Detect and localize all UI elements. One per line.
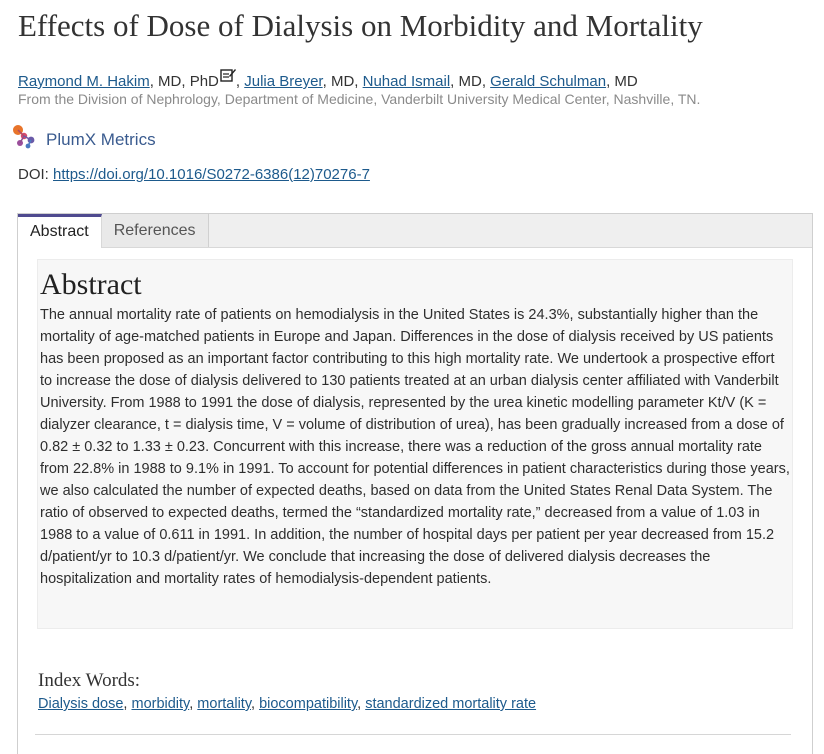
edit-note-icon[interactable] xyxy=(220,68,236,82)
author-list xyxy=(18,68,638,90)
author-link-ismail[interactable]: Nuhad Ismail xyxy=(362,73,451,90)
affiliation: From the Division of Nephrology, Department of Medicine, Vanderbilt University Medical Center, Nashville, TN. xyxy=(18,91,701,107)
abstract-heading: Abstract xyxy=(40,268,142,301)
keyword-link[interactable]: biocompatibility xyxy=(259,696,358,712)
index-words-section xyxy=(38,670,798,712)
content-tabs-panel xyxy=(17,213,813,754)
doi-line xyxy=(18,166,370,183)
section-divider xyxy=(35,734,791,735)
keyword-link[interactable]: standardized mortality rate xyxy=(365,696,537,712)
author-degree: , MD xyxy=(606,73,638,90)
article-title: Effects of Dose of Dialysis on Morbidity and Mortality xyxy=(18,8,703,43)
author-degree: , MD, xyxy=(450,73,491,90)
keyword-link[interactable]: Dialysis dose xyxy=(38,696,124,712)
keyword-link[interactable]: morbidity xyxy=(131,696,190,712)
author-degree: , MD, xyxy=(322,73,363,90)
abstract-text: The annual mortality rate of patients on hemodialysis in the United States is 24.3%, substantially higher than the mortality of age-matched patients in Europe and Japan. Differences in the dose of dialysis received by US patients has been proposed as an important factor contributing to this high mortality rate. We undertook a prospective effort to increase the dose of dialysis delivered to 130 patients treated at an urban dialysis center affiliated with Vanderbilt University. From 1988 to 1991 the dose of dialysis, represented by the urea kinetic modelling parameter Kt/V (K = dialyzer clearance, t = dialysis time, V = volume of distribution of urea), has been gradually increased from a dose of 0.82 ± 0.32 to 1.33 ± 0.23. Concurrent with this increase, there was a reduction of the gross annual mortality rate from 22.8% in 1988 to 9.1% in 1991. To account for potential differences in patient characteristics during those years, we also calculated the number of expected deaths, based on data from the United States Renal Data System. The ratio of observed to expected deaths, termed the “standardized mortality rate,” decreased from a value of 1.03 in 1988 to a value of 0.611 in 1991. In addition, the number of hospital days per patient per year decreased from 15.2 d/patient/yr to 10.3 d/patient/yr. We conclude that increasing the dose of delivered dialysis decreases the hospitalization and mortality rates of hemodialysis-dependent patients. xyxy=(40,307,790,587)
author-link-hakim[interactable]: Raymond M. Hakim xyxy=(18,73,150,90)
keyword-list xyxy=(38,696,798,712)
keyword-separator: , xyxy=(189,696,198,712)
plumx-icon xyxy=(12,124,40,155)
index-words-heading: Index Words: xyxy=(38,670,141,691)
doi-prefix: DOI: xyxy=(18,166,54,183)
author-link-schulman[interactable]: Gerald Schulman xyxy=(490,73,607,90)
author-degree: , MD, PhD xyxy=(149,73,219,90)
tab-bar xyxy=(18,214,812,248)
author-separator: , xyxy=(235,73,245,90)
keyword-separator: , xyxy=(357,696,366,712)
keyword-link[interactable]: mortality xyxy=(197,696,252,712)
tab-references[interactable]: References xyxy=(102,214,209,247)
keyword-separator: , xyxy=(251,696,260,712)
keyword-separator: , xyxy=(123,696,132,712)
plumx-metrics-widget[interactable] xyxy=(12,124,156,155)
tab-abstract[interactable]: Abstract xyxy=(18,214,102,248)
author-link-breyer[interactable]: Julia Breyer xyxy=(244,73,323,90)
doi-link[interactable]: https://doi.org/10.1016/S0272-6386(12)70276-7 xyxy=(53,166,370,183)
abstract-section xyxy=(37,259,793,629)
plumx-label[interactable]: PlumX Metrics xyxy=(46,129,156,149)
